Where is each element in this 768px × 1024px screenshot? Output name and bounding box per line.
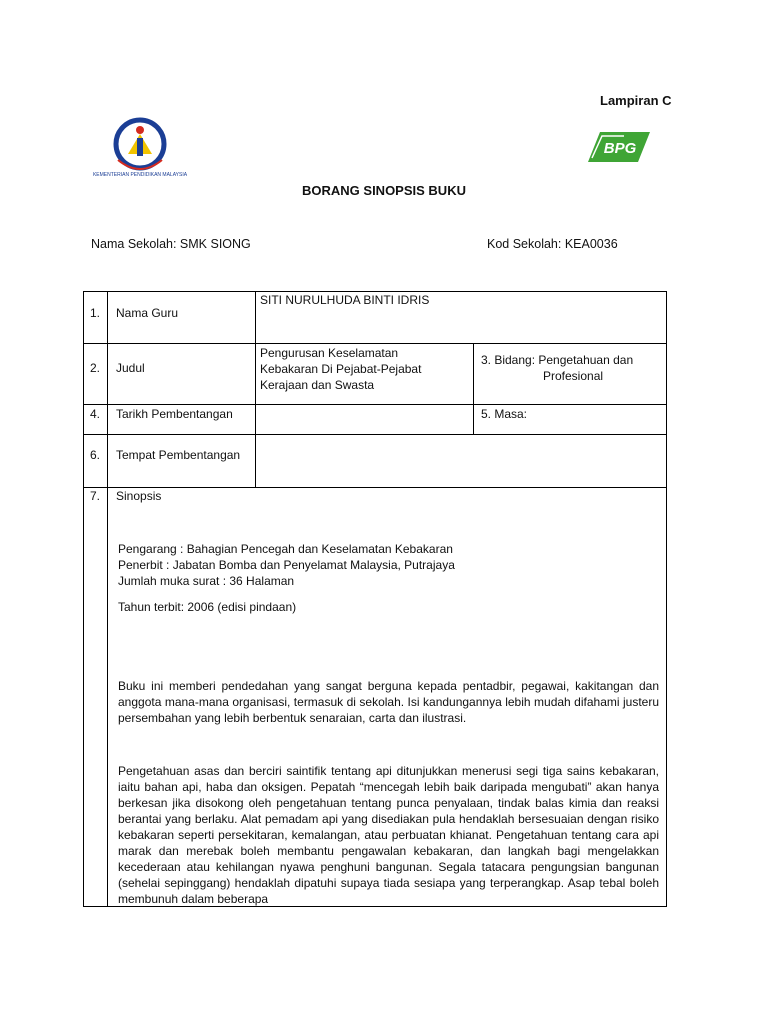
svg-text:BPG: BPG bbox=[603, 140, 637, 157]
penerbit: Penerbit : Jabatan Bomba dan Penyelamat Malaysia, Putrajaya bbox=[118, 558, 455, 572]
pengarang: Pengarang : Bahagian Pencegah dan Keselamatan Kebakaran bbox=[118, 542, 453, 556]
kpm-logo bbox=[92, 116, 188, 180]
masa-label: 5. Masa: bbox=[481, 407, 528, 421]
judul-line-2: Kebakaran Di Pejabat-Pejabat bbox=[260, 362, 422, 376]
bidang-line-1: 3. Bidang: Pengetahuan dan bbox=[481, 353, 634, 367]
synopsis-paragraph-1: Buku ini memberi pendedahan yang sangat berguna kepada pentadbir, pegawai, kakitangan dan anggota mana-mana organisasi, termasuk di sekolah. Isi kandungannya lebih mudah difahami justeru persembahan yang lebih berbentuk senaraian, carta dan ilustrasi. bbox=[118, 679, 659, 725]
judul-line-1: Pengurusan Keselamatan bbox=[260, 346, 399, 360]
school-name: Nama Sekolah: SMK SIONG bbox=[91, 237, 251, 251]
row-6-label: Tempat Pembentangan bbox=[116, 448, 241, 462]
row-1-label: Nama Guru bbox=[116, 306, 179, 320]
school-code: Kod Sekolah: KEA0036 bbox=[487, 237, 618, 251]
row-1-number: 1. bbox=[90, 306, 101, 320]
tahun-terbit: Tahun terbit: 2006 (edisi pindaan) bbox=[118, 600, 297, 614]
kpm-logo-caption: KEMENTERIAN PENDIDIKAN MALAYSIA bbox=[92, 172, 188, 178]
jumlah-muka-surat: Jumlah muka surat : 36 Halaman bbox=[118, 574, 295, 588]
synopsis-paragraph-2: Pengetahuan asas dan berciri saintifik tentang api ditunjukkan menerusi segi tiga sains kebakaran, iaitu bahan api, haba dan oksigen. Pepatah “mencegah lebih baik daripada mengubati” akan hanya berkesan jika disokong oleh pengetahuan tentang punca penyalaan, tindak balas kimia dan reaksi berantai yang berlaku. Alat pemadam api yang disediakan pula hendaklah bersesuaian dengan risiko kebakaran seperti persekitaran, kemalangan, atau perbuatan khianat. Pengetahuan tentang cara api marak dan merebak boleh membantu pengawalan kebakaran, dan langkah bagi mengelakkan kecederaan atau kehilangan nyawa penghuni bangunan. Segala tatacara pengungsian bangunan (sehelai sepinggang) hendaklah dipatuhi supaya tiada sesiapa yang terperangkap. Asap tebal boleh membunuh dalam beberapa bbox=[118, 764, 659, 906]
row-7-label: Sinopsis bbox=[116, 489, 162, 503]
form-title: BORANG SINOPSIS BUKU bbox=[302, 183, 466, 198]
row-2-number: 2. bbox=[90, 361, 101, 375]
row-6-number: 6. bbox=[90, 448, 101, 462]
row-4-label: Tarikh Pembentangan bbox=[116, 407, 233, 421]
bidang-line-2: Profesional bbox=[543, 369, 604, 383]
row-2-label: Judul bbox=[116, 361, 145, 375]
row-7-number: 7. bbox=[90, 489, 101, 503]
lampiran-label: Lampiran C bbox=[600, 93, 672, 108]
judul-line-3: Kerajaan dan Swasta bbox=[260, 378, 375, 392]
row-4-number: 4. bbox=[90, 407, 101, 421]
guru-name-value: SITI NURULHUDA BINTI IDRIS bbox=[260, 293, 430, 307]
bpg-logo bbox=[584, 128, 652, 168]
